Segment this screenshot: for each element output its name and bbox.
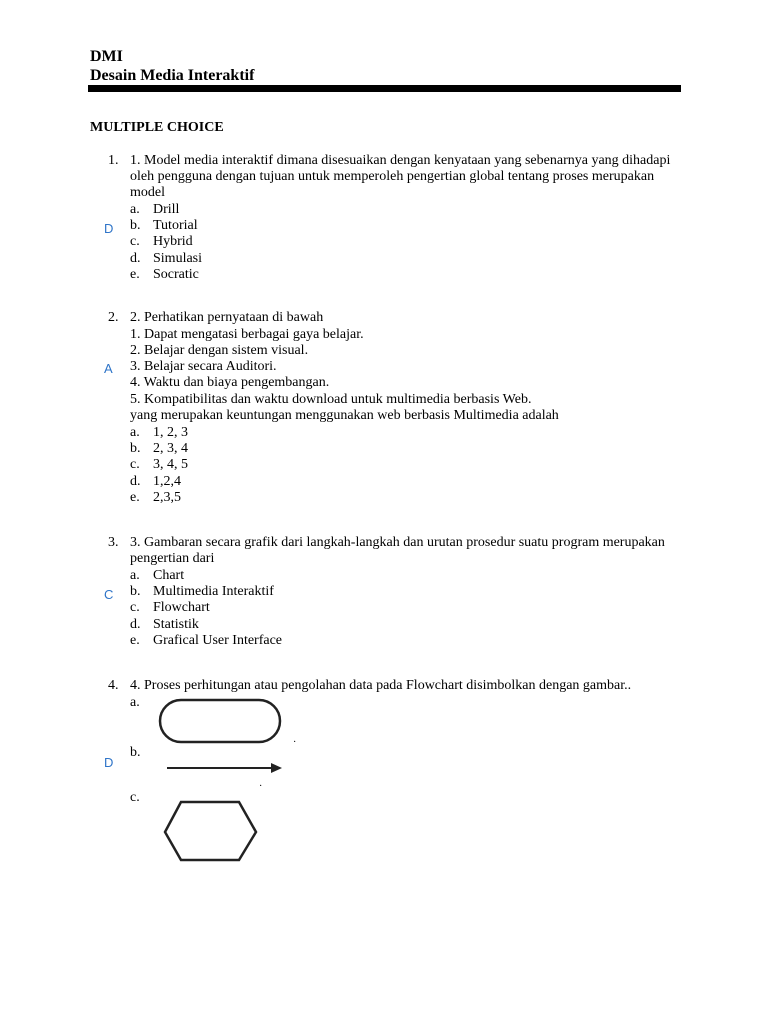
option-text: 3, 4, 5 [153, 457, 188, 472]
option-text: 2,3,5 [153, 490, 181, 505]
stray-mark: · [293, 737, 297, 748]
option-text: Socratic [153, 267, 199, 282]
terminator-shape-icon [158, 698, 284, 746]
question-text-line: oleh pengguna dengan tujuan untuk memperoleh pengertian global tentang proses merupakan [130, 169, 655, 184]
answer-mark: D [104, 221, 114, 236]
option-label: e. [130, 633, 140, 648]
option-label: b. [130, 441, 141, 456]
option-text: Grafical User Interface [153, 633, 283, 648]
header-rule [88, 85, 681, 92]
option-text: Simulasi [153, 251, 203, 266]
option-text: 1,2,4 [153, 474, 181, 489]
arrow-shape-icon [165, 761, 285, 775]
question-text-line: 5. Kompatibilitas dan waktu download untuk multimedia berbasis Web. [130, 392, 532, 407]
option-label: c. [130, 600, 140, 615]
question-text-line: 4. Waktu dan biaya pengembangan. [130, 375, 330, 390]
option-label: c. [130, 790, 140, 805]
question-text-line: pengertian dari [130, 551, 215, 566]
option-label: e. [130, 490, 140, 505]
option-text: Flowchart [153, 600, 210, 615]
answer-mark: A [104, 361, 113, 376]
option-text: Tutorial [153, 218, 198, 233]
question-text-line: 3. Gambaran secara grafik dari langkah-langkah dan urutan prosedur suatu program merupakan [130, 535, 665, 550]
question-number: 2. [108, 310, 119, 325]
option-text: 2, 3, 4 [153, 441, 188, 456]
option-label: c. [130, 234, 140, 249]
section-title: MULTIPLE CHOICE [90, 120, 224, 135]
option-text: Hybrid [153, 234, 193, 249]
question-number: 1. [108, 153, 119, 168]
option-text: Multimedia Interaktif [153, 584, 274, 599]
option-text: Statistik [153, 617, 199, 632]
answer-mark: C [104, 587, 114, 602]
option-text: Chart [153, 568, 185, 583]
question-text-line: 1. Model media interaktif dimana disesuaikan dengan kenyataan yang sebenarnya yang dihadapi [130, 153, 671, 168]
document-title: Desain Media Interaktif [90, 67, 255, 84]
option-label: d. [130, 251, 141, 266]
question-text-line: 2. Perhatikan pernyataan di bawah [130, 310, 324, 325]
option-text: 1, 2, 3 [153, 425, 188, 440]
option-label: e. [130, 267, 140, 282]
option-label: a. [130, 695, 140, 710]
option-label: d. [130, 617, 141, 632]
option-label: d. [130, 474, 141, 489]
question-number: 3. [108, 535, 119, 550]
option-label: a. [130, 425, 140, 440]
option-label: c. [130, 457, 140, 472]
option-label: a. [130, 568, 140, 583]
option-label: a. [130, 202, 140, 217]
question-text-line: 3. Belajar secara Auditori. [130, 359, 277, 374]
answer-mark: D [104, 755, 114, 770]
option-label: b. [130, 218, 141, 233]
stray-mark: · [259, 781, 263, 792]
option-label: b. [130, 584, 141, 599]
question-number: 4. [108, 678, 119, 693]
document-code: DMI [90, 48, 123, 65]
question-text-line: 1. Dapat mengatasi berbagai gaya belajar. [130, 327, 364, 342]
question-text-line: model [130, 185, 165, 200]
question-text-line: 4. Proses perhitungan atau pengolahan data pada Flowchart disimbolkan dengan gambar.. [130, 678, 632, 693]
question-text-line: yang merupakan keuntungan menggunakan web berbasis Multimedia adalah [130, 408, 559, 423]
question-text-line: 2. Belajar dengan sistem visual. [130, 343, 309, 358]
option-text: Drill [153, 202, 180, 217]
option-label: b. [130, 745, 141, 760]
hexagon-shape-icon [163, 800, 259, 864]
